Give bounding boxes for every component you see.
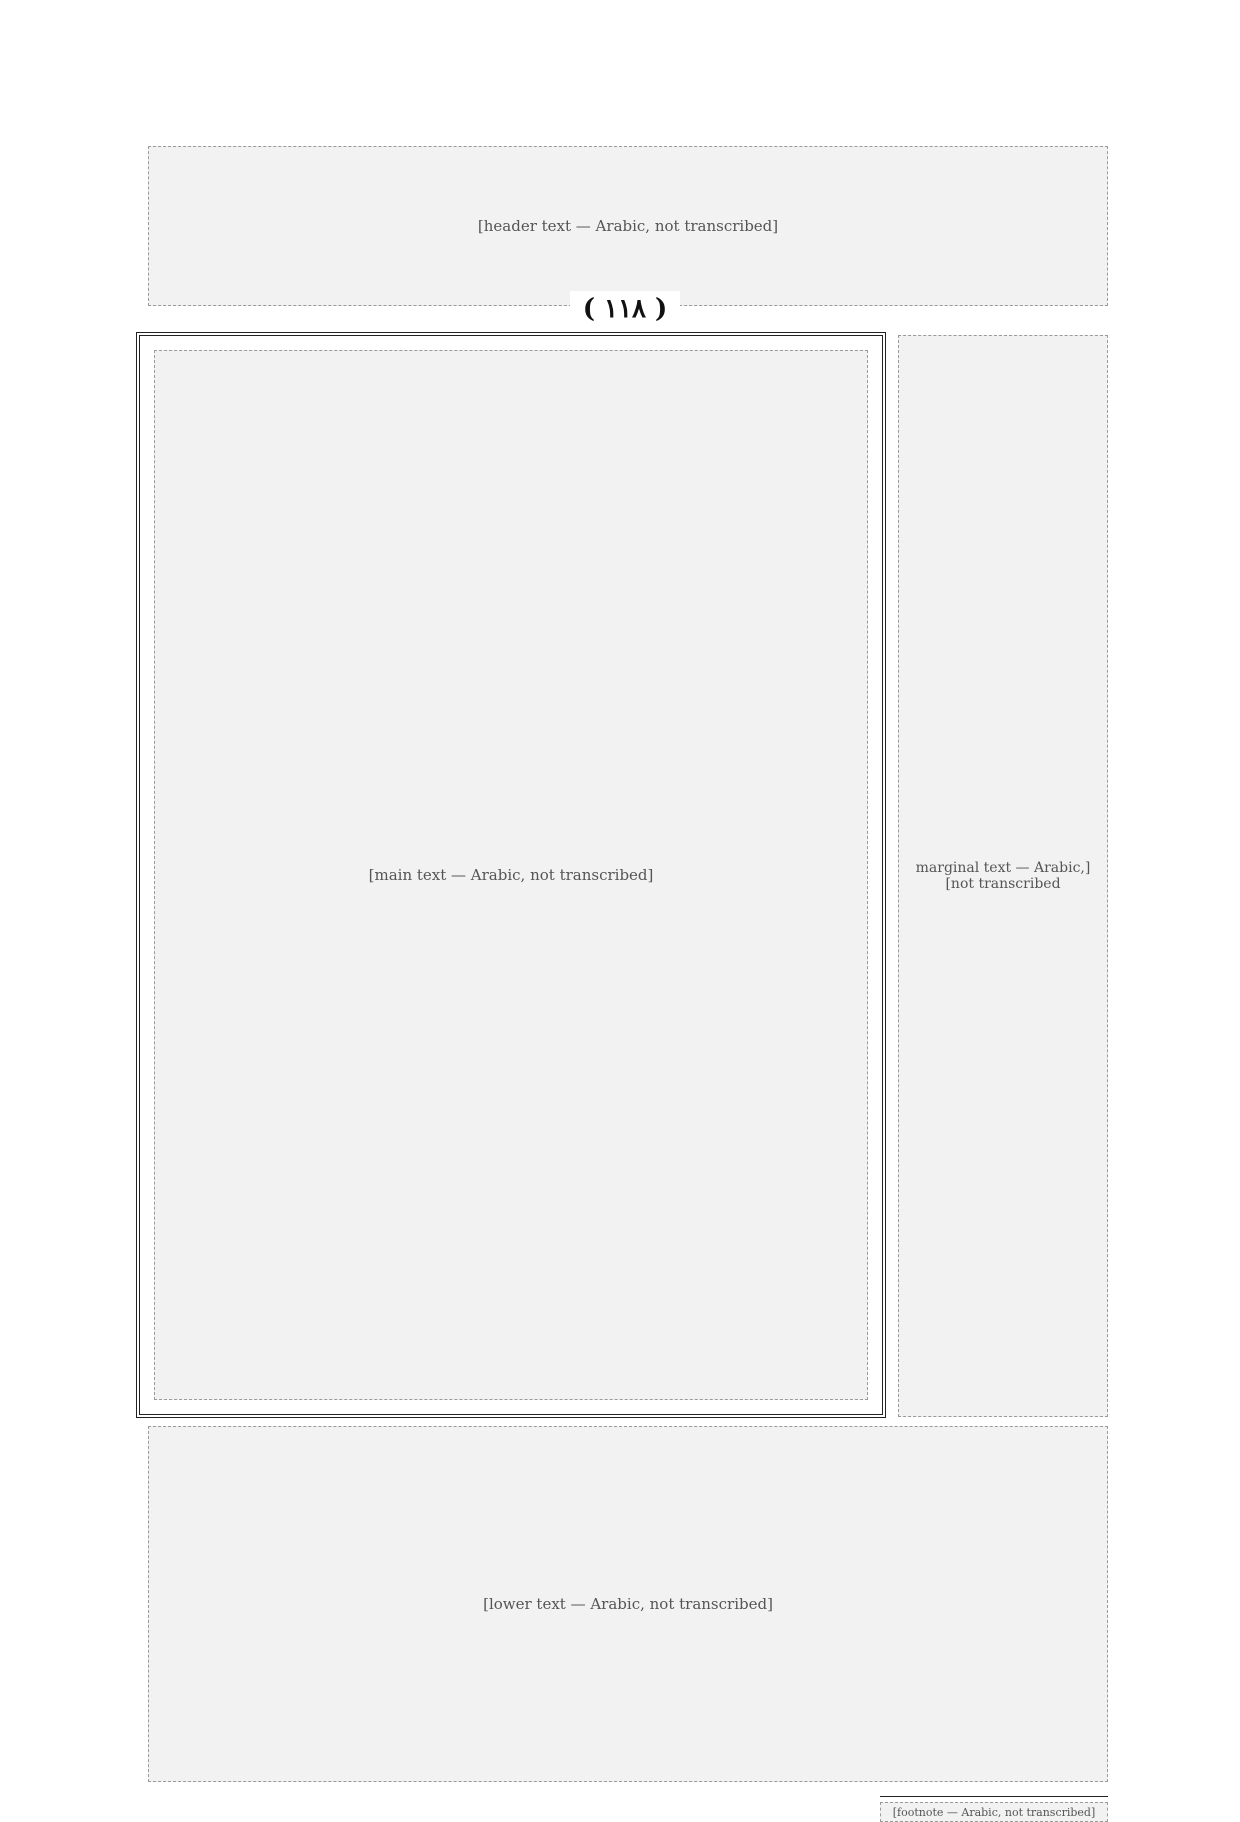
bottom-commentary <box>148 1426 1108 1782</box>
footnote-text: [footnote — Arabic, not transcribed] <box>880 1802 1108 1822</box>
footnote-divider <box>880 1796 1108 1797</box>
bottom-commentary-text: [lower text — Arabic, not transcribed] <box>148 1426 1108 1782</box>
page-number: ( ١١٨ ) <box>570 291 680 327</box>
main-text-box <box>136 332 886 1418</box>
top-commentary-text: [header text — Arabic, not transcribed] <box>148 146 1108 306</box>
footnote <box>880 1802 1108 1822</box>
top-commentary <box>148 146 1108 314</box>
margin-commentary <box>898 335 1108 1417</box>
main-text: [main text — Arabic, not transcribed] <box>154 350 868 1400</box>
margin-commentary-text: [marginal text — Arabic, not transcribed] <box>898 335 1108 1417</box>
